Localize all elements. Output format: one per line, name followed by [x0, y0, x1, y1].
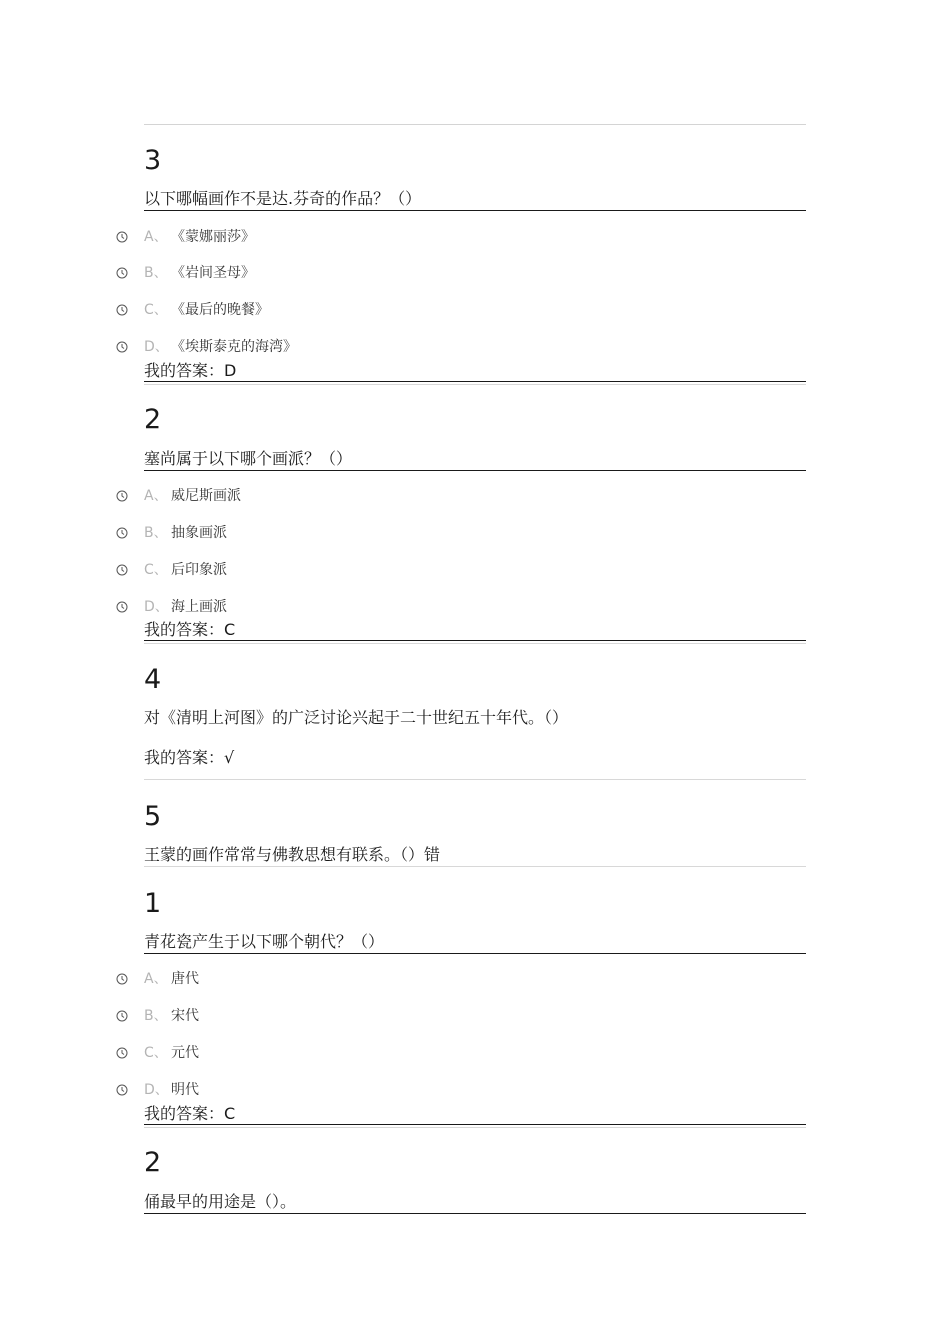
- option-letter: B、: [144, 525, 168, 541]
- divider: [144, 1127, 806, 1128]
- answer-underline: [144, 1124, 806, 1125]
- option-text: 明代: [171, 1082, 199, 1098]
- question-underline: [144, 470, 806, 471]
- option-text: 抽象画派: [171, 525, 227, 541]
- question-text: 塞尚属于以下哪个画派？（）: [144, 449, 353, 468]
- divider: [144, 384, 806, 385]
- question-underline: [144, 1213, 806, 1214]
- top-divider: [144, 124, 806, 125]
- option-text: 《埃斯泰克的海湾》: [171, 339, 297, 355]
- option-letter: B、: [144, 1008, 168, 1024]
- radio-clock-icon[interactable]: [116, 1084, 128, 1096]
- radio-clock-icon[interactable]: [116, 973, 128, 985]
- option-text: 元代: [171, 1045, 199, 1061]
- question-number: 4: [144, 664, 162, 695]
- question-number: 2: [144, 1147, 162, 1178]
- option-text: 宋代: [171, 1008, 199, 1024]
- option-letter: A、: [144, 971, 168, 987]
- radio-clock-icon[interactable]: [116, 1010, 128, 1022]
- option-text: 威尼斯画派: [171, 488, 241, 504]
- question-text: 俑最早的用途是（）。: [144, 1192, 297, 1211]
- question-number: 1: [144, 888, 162, 919]
- option-letter: D、: [144, 1082, 169, 1098]
- my-answer: 我的答案：√: [144, 748, 235, 767]
- question-underline: [144, 210, 806, 211]
- answer-underline: [144, 640, 806, 641]
- my-answer: 我的答案：C: [144, 620, 236, 639]
- radio-clock-icon[interactable]: [116, 341, 128, 353]
- question-number: 5: [144, 801, 162, 832]
- radio-clock-icon[interactable]: [116, 267, 128, 279]
- option-text: 《最后的晚餐》: [171, 302, 269, 318]
- radio-clock-icon[interactable]: [116, 490, 128, 502]
- option-letter: B、: [144, 265, 168, 281]
- radio-clock-icon[interactable]: [116, 1047, 128, 1059]
- option-text: 后印象派: [171, 562, 227, 578]
- option-letter: A、: [144, 488, 168, 504]
- divider: [144, 779, 806, 780]
- radio-clock-icon[interactable]: [116, 564, 128, 576]
- option-letter: C、: [144, 1045, 168, 1061]
- question-text: 对《清明上河图》的广泛讨论兴起于二十世纪五十年代。（）: [144, 708, 569, 727]
- option-letter: A、: [144, 229, 168, 245]
- option-text: 海上画派: [171, 599, 227, 615]
- divider: [144, 643, 806, 644]
- option-letter: C、: [144, 562, 168, 578]
- answer-underline: [144, 381, 806, 382]
- divider: [144, 866, 806, 867]
- option-text: 《岩间圣母》: [171, 265, 255, 281]
- option-letter: C、: [144, 302, 168, 318]
- radio-clock-icon[interactable]: [116, 527, 128, 539]
- question-number: 2: [144, 404, 162, 435]
- my-answer: 我的答案：C: [144, 1104, 236, 1123]
- option-letter: D、: [144, 339, 169, 355]
- question-number: 3: [144, 145, 162, 176]
- option-text: 唐代: [171, 971, 199, 987]
- my-answer: 我的答案：D: [144, 361, 237, 380]
- option-text: 《蒙娜丽莎》: [171, 229, 255, 245]
- question-text: 王蒙的画作常常与佛教思想有联系。（）错: [144, 845, 441, 864]
- radio-clock-icon[interactable]: [116, 601, 128, 613]
- question-underline: [144, 953, 806, 954]
- question-text: 青花瓷产生于以下哪个朝代？（）: [144, 932, 385, 951]
- option-letter: D、: [144, 599, 169, 615]
- radio-clock-icon[interactable]: [116, 231, 128, 243]
- radio-clock-icon[interactable]: [116, 304, 128, 316]
- question-text: 以下哪幅画作不是达.芬奇的作品？（）: [144, 189, 422, 208]
